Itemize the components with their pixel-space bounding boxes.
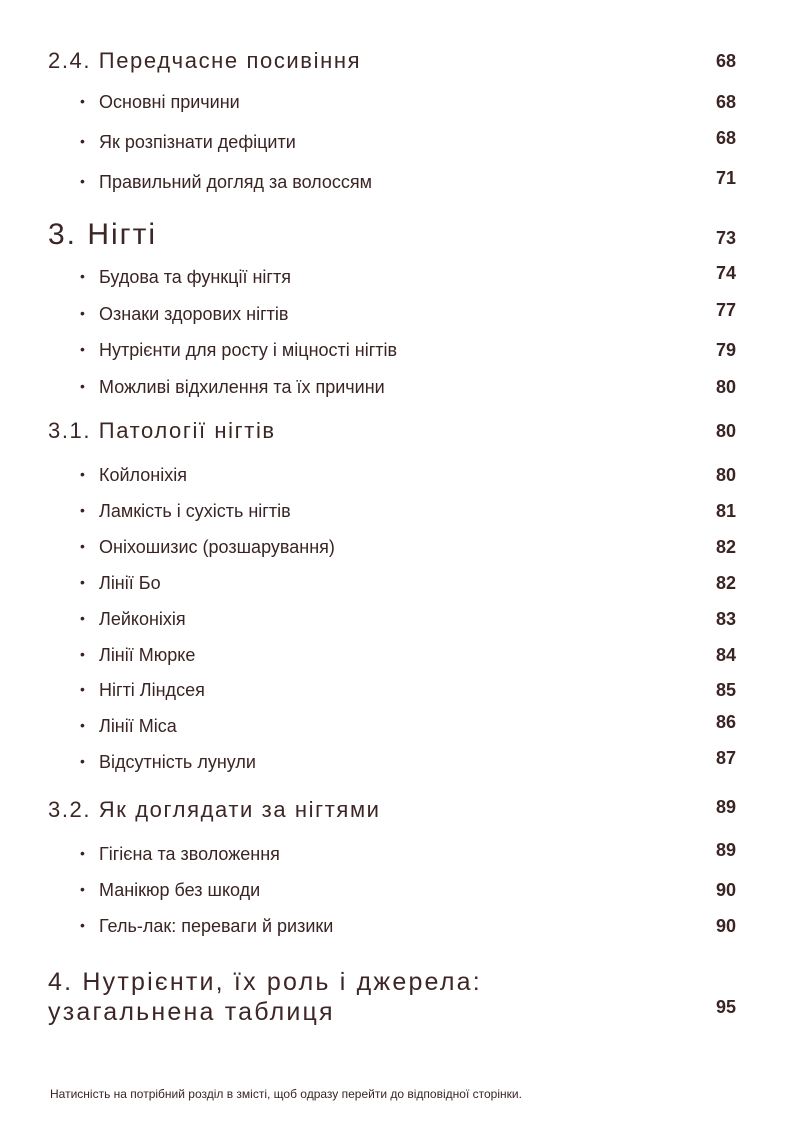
- bullet-icon: •: [80, 466, 85, 482]
- chapter-title-line-1[interactable]: 4. Нутрієнти, їх роль і джерела:: [48, 968, 482, 996]
- page-number[interactable]: 90: [715, 880, 736, 900]
- item-label[interactable]: Можливі відхилення та їх причини: [99, 377, 385, 397]
- bullet-icon: •: [80, 681, 85, 697]
- page-number[interactable]: 68: [715, 92, 736, 112]
- page-number[interactable]: 80: [715, 465, 736, 485]
- chapter-title[interactable]: [48, 967, 482, 1027]
- item-label[interactable]: Оніхошизис (розшарування): [99, 537, 335, 557]
- page-number[interactable]: 86: [715, 712, 736, 732]
- page-number[interactable]: 80: [715, 377, 736, 397]
- item-label[interactable]: Лінії Міса: [99, 716, 177, 736]
- item-label[interactable]: Основні причини: [99, 92, 240, 112]
- page-number[interactable]: 82: [715, 537, 736, 557]
- bullet-icon: •: [80, 753, 85, 769]
- item-label[interactable]: Лінії Бо: [99, 573, 161, 593]
- bullet-icon: •: [80, 538, 85, 554]
- item-label[interactable]: Нутрієнти для росту і міцності нігтів: [99, 340, 398, 360]
- page-number[interactable]: 68: [715, 128, 736, 148]
- page-number[interactable]: 81: [715, 501, 736, 521]
- bullet-icon: •: [80, 610, 85, 626]
- page-number[interactable]: 95: [715, 997, 736, 1017]
- bullet-icon: •: [80, 173, 85, 189]
- page-number[interactable]: 77: [715, 300, 736, 320]
- item-label[interactable]: Відсутність лунули: [99, 752, 256, 772]
- page-number[interactable]: 79: [715, 340, 736, 360]
- footer-hint: Натисність на потрібний розділ в змісті, щоб одразу перейти до відповідної сторінки.: [50, 1087, 522, 1101]
- bullet-icon: •: [80, 502, 85, 518]
- page-number[interactable]: 83: [715, 609, 736, 629]
- bullet-icon: •: [80, 574, 85, 590]
- bullet-icon: •: [80, 646, 85, 662]
- page-number[interactable]: 89: [715, 840, 736, 860]
- page-number[interactable]: 82: [715, 573, 736, 593]
- item-label[interactable]: Лейконіхія: [99, 609, 186, 629]
- bullet-icon: •: [80, 133, 85, 149]
- section-title[interactable]: 3.1. Патології нігтів: [48, 418, 276, 443]
- page-number[interactable]: 80: [715, 421, 736, 441]
- item-label[interactable]: Як розпізнати дефіцити: [99, 132, 296, 152]
- item-label[interactable]: Правильний догляд за волоссям: [99, 172, 373, 192]
- item-label[interactable]: Койлоніхія: [99, 465, 187, 485]
- section-title[interactable]: 3.2. Як доглядати за нігтями: [48, 797, 381, 822]
- bullet-icon: •: [80, 845, 85, 861]
- page-number[interactable]: 71: [715, 168, 736, 188]
- bullet-icon: •: [80, 881, 85, 897]
- page-number[interactable]: 85: [715, 680, 736, 700]
- page-number[interactable]: 68: [715, 51, 736, 71]
- item-label[interactable]: Манікюр без шкоди: [99, 880, 261, 900]
- page-number[interactable]: 89: [715, 797, 736, 817]
- page-number[interactable]: 73: [715, 228, 736, 248]
- bullet-icon: •: [80, 341, 85, 357]
- item-label[interactable]: Ламкість і сухість нігтів: [99, 501, 291, 521]
- bullet-icon: •: [80, 268, 85, 284]
- bullet-icon: •: [80, 378, 85, 394]
- item-label[interactable]: Гель-лак: переваги й ризики: [99, 916, 334, 936]
- item-label[interactable]: Лінії Мюрке: [99, 645, 196, 665]
- page-number[interactable]: 74: [715, 263, 736, 283]
- item-label[interactable]: Ознаки здорових нігтів: [99, 304, 289, 324]
- bullet-icon: •: [80, 305, 85, 321]
- page-number[interactable]: 84: [715, 645, 736, 665]
- bullet-icon: •: [80, 93, 85, 109]
- bullet-icon: •: [80, 917, 85, 933]
- item-label[interactable]: Гігієна та зволоження: [99, 844, 280, 864]
- item-label[interactable]: Будова та функції нігтя: [99, 267, 291, 287]
- bullet-icon: •: [80, 717, 85, 733]
- chapter-title[interactable]: 3. Нігті: [48, 218, 158, 251]
- item-label[interactable]: Нігті Ліндсея: [99, 680, 205, 700]
- page-number[interactable]: 90: [715, 916, 736, 936]
- section-title[interactable]: 2.4. Передчасне посивіння: [48, 48, 362, 73]
- page-number[interactable]: 87: [715, 748, 736, 768]
- chapter-title-line-2[interactable]: узагальнена таблиця: [48, 998, 335, 1026]
